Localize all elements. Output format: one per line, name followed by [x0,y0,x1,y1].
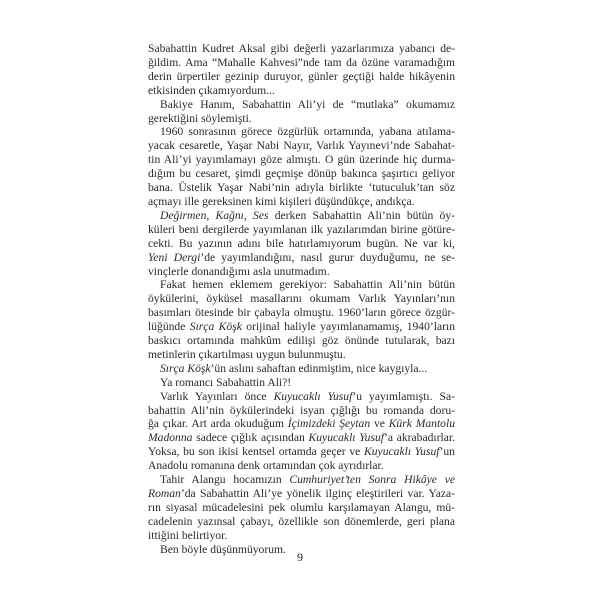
italic-title: İçimizdeki Şeytan [287,417,371,431]
text-line [148,265,455,279]
text-segment: Ben böyle düşünmüyorum. [160,542,286,556]
italic-title: Kuyucaklı Yusuf [364,445,440,459]
text-line [148,376,455,390]
paragraph [148,362,455,376]
text-line [148,292,455,306]
text-segment: Fakat hemen eklemem gerekiyor: Sabahattin Ali’nin bütün [160,278,455,292]
page-number: 9 [297,550,303,564]
paragraph [148,209,455,279]
text-line [148,181,455,195]
paragraph [148,473,455,543]
text-segment: bana. Üstelik Yaşar Nabi’nin adıyla birlikte ‘tutuculuk’tan söz [148,181,455,195]
italic-title: Kürk Mantolu [388,417,455,431]
text-segment: vinçlerle donandığımı asla unutmadım. [148,264,330,278]
text-line [148,445,455,459]
text-line [148,237,455,251]
text-line [148,42,455,56]
text-line [148,251,455,265]
text-segment: derken Sabahattin Ali’nin bütün öy- [268,208,455,222]
italic-title: Cumhuriyet’ten Sonra Hikâye ve [289,473,455,487]
text-segment: Bakiye Hanım, Sabahattin Ali’yi de “mutlaka” okumamız [160,97,455,111]
text-segment: cadelenin yazınsal çabayı, özellikle son dönemlerde, geri plana [148,514,455,528]
text-line [148,278,455,292]
text-line [148,529,455,543]
text-segment: etkisinden çıkamıyordum... [148,83,275,97]
text-line [148,515,455,529]
text-segment: açmayı ille gereksinen kimi kişileri düşündükçe, andıkça. [148,194,415,208]
paragraph [148,390,455,473]
text-segment: bahattin Ali’nin öykülerindeki isyan çığlığı bu romanda doru- [148,403,455,417]
text-segment: Ya romancı Sabahattin Ali?! [160,375,292,389]
italic-title: Madonna [148,431,193,445]
text-segment: cekti. Bu yazının adını bile hatırlamıyorum bugün. Ne var ki, [148,236,455,250]
text-segment: ’da Sabahattin Ali’ye yönelik ilginç eleştirileri var. Yaza- [180,487,455,500]
text-line [148,459,455,473]
text-segment: öykülerini, öyküsel masallarını okumam Varlık Yayınları’nın [148,292,455,306]
italic-title: Değirmen, Kağnı, Ses [160,208,269,222]
text-segment: baskıcı ortamında mahkûm edilişi göz önünde tutularak, bazı [148,334,455,348]
text-segment: rın siyasal mücadelesini pek olumlu karşılamayan Alangu, mü- [148,500,455,514]
text-line [148,70,455,84]
text-line [148,98,455,112]
text-segment: Tahir Alangu hocamızın [160,473,290,487]
text-line [148,195,455,209]
text-segment: yacak cesaretle, Yaşar Nabi Nayır, Varlık Yayınevi’nde Sabahat- [148,139,455,153]
text-segment: ğildim. Ama “Mahalle Kahvesi”nde tam da özüne varamadığım [148,55,455,69]
body-text [148,42,455,557]
text-segment: derin ürpertiler gezinip duruyor, günler geçtiği halde hikâyenin [148,69,455,83]
text-segment: 1960 sonrasının görece özgürlük ortamında, yabana atılama- [160,125,455,139]
text-segment: ’un [439,445,455,459]
italic-title: Yeni Dergi [148,250,201,264]
text-segment: basımları ötesinde bir çabayla olmuştu. 1960’ların görece özgür- [148,306,455,320]
text-segment: lüğünde [148,320,190,334]
text-segment: ’a akrabadırlar. [383,431,455,445]
text-line [148,390,455,404]
text-segment: dığım bu cesaret, şimdi geçmişe dönüp bakınca şaşırtıcı geliyor [148,167,455,181]
text-line [148,167,455,181]
text-segment: tin Ali’yi yayımlamayı göze almıştı. O gün üzerinde hiç durma- [148,153,455,167]
text-line [148,56,455,70]
text-segment: gerektiğini söylemişti. [148,111,252,125]
paragraph [148,125,455,208]
paragraph [148,98,455,126]
italic-title: Kuyucaklı Yusuf [308,431,384,445]
text-segment: Yoksa, bu son ikisi kentsel ortamda geçer ve [148,445,365,459]
text-line [148,112,455,126]
text-line [148,348,455,362]
text-line [148,501,455,515]
text-line [148,125,455,139]
text-segment: ğa çıkar. Art arda okuduğum [148,417,288,431]
text-line [148,404,455,418]
text-segment: metinlerin çıkartılması uygun bulunmuştu. [148,347,346,361]
paragraph [148,42,455,98]
italic-title: Sırça Köşk [160,361,211,375]
text-line [148,417,455,431]
text-line [148,320,455,334]
text-segment: Anadolu romanına denk ortamından çok ayrıdırlar. [148,459,384,473]
text-segment: sadece çığlık açısından [192,431,309,445]
italic-title: Kuyucaklı Yusuf [273,389,353,403]
text-line [148,473,455,487]
text-segment: orijinal haliyle yayımlanamamış, 1940’ların [241,320,456,334]
text-line [148,431,455,445]
text-segment: Sabahattin Kudret Aksal gibi değerli yazarlarımıza yabancı de- [148,42,455,55]
text-segment: Varlık Yayınları önce [160,389,274,403]
text-line [148,334,455,348]
text-segment: ittiğini belirtiyor. [148,528,228,542]
text-segment: ’ün aslını sahaftan edinmiştim, nice kaygıyla... [210,361,428,375]
italic-title: Roman [148,487,181,500]
text-line [148,139,455,153]
text-segment: ’de yayımlandığını, nasıl gurur duyduğumu, ne se- [200,250,455,264]
paragraph [148,278,455,361]
text-segment: küleri beni dergilerde yayımlanan ilk yazılarımdan birine götüre- [148,222,455,236]
text-line [148,223,455,237]
italic-title: Sırça Köşk [189,320,242,334]
text-segment: ve [370,417,389,431]
paragraph [148,376,455,390]
text-line [148,362,455,376]
text-line [148,209,455,223]
text-line [148,306,455,320]
text-line [148,487,455,501]
text-segment: ’u yayımlamıştı. Sa- [352,389,455,403]
text-line [148,153,455,167]
text-line [148,84,455,98]
